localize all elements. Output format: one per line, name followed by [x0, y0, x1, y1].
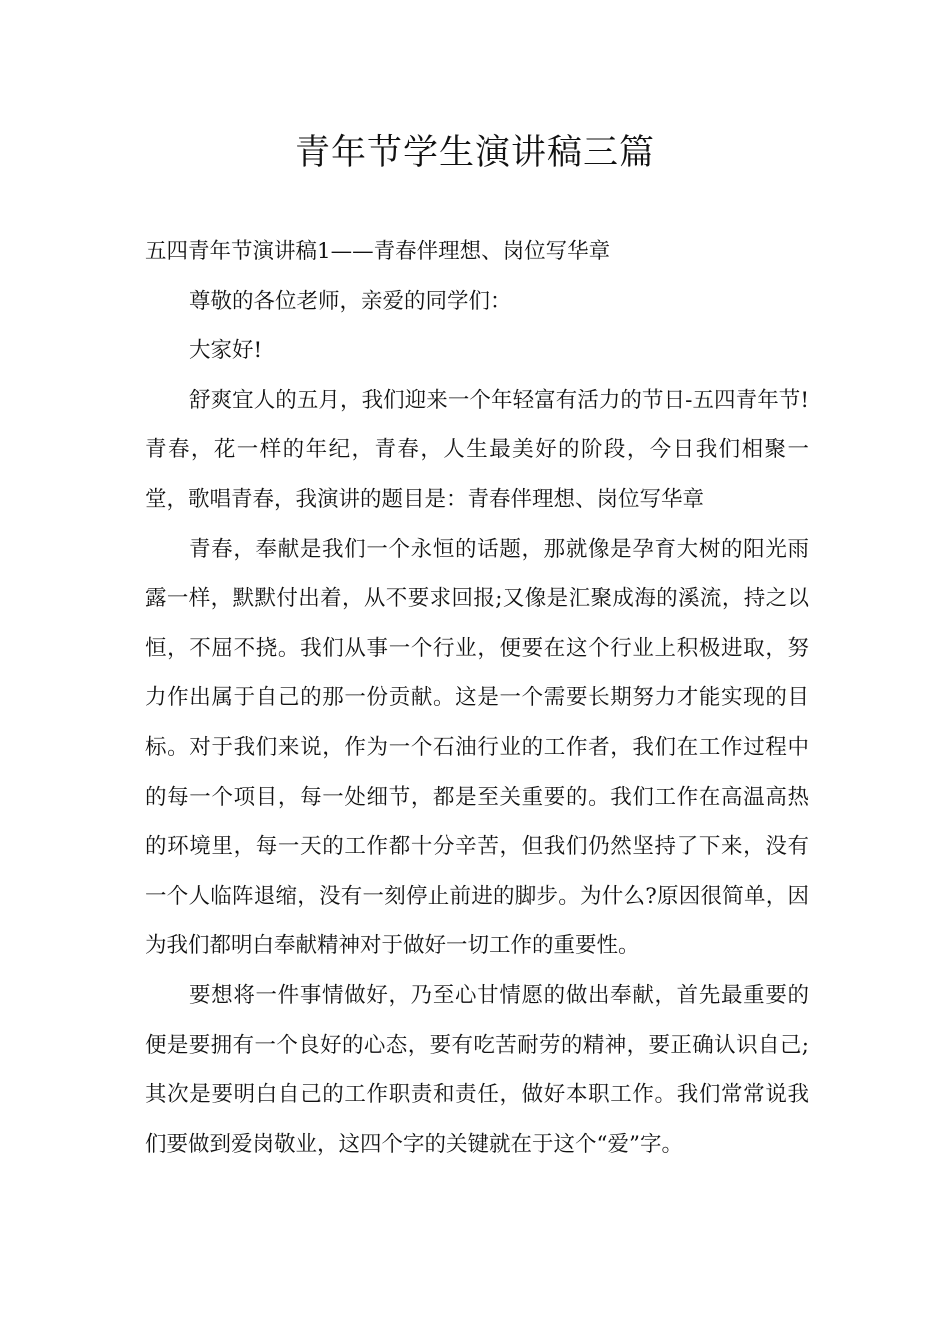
- paragraph-1: 舒爽宜人的五月，我们迎来一个年轻富有活力的节日-五四青年节!青春，花一样的年纪，青春，人生最美好的阶段，今日我们相聚一堂，歌唱青春，我演讲的题目是：青春伴理想、岗位写华章: [145, 387, 809, 512]
- salutation: 尊敬的各位老师，亲爱的同学们：: [189, 288, 512, 314]
- document-title: 青年节学生演讲稿三篇: [294, 133, 655, 173]
- section-heading: 五四青年节演讲稿1——青春伴理想、岗位写华章: [145, 239, 611, 264]
- paragraph-3: 要想将一件事情做好，乃至心甘情愿的做出奉献，首先最重要的便是要拥有一个良好的心态，要有吃苦耐劳的精神，要正确认识自己;其次是要明白自己的工作职责和责任，做好本职工作。我们常常说我们要做到爱岗敬业，这四个字的关键就在于这个“爱”字。: [145, 982, 809, 1157]
- document-body: [145, 227, 809, 1169]
- paragraph-2: 青春，奉献是我们一个永恒的话题，那就像是孕育大树的阳光雨露一样，默默付出着，从不要求回报;又像是汇聚成海的溪流，持之以恒，不屈不挠。我们从事一个行业，便要在这个行业上积极进取，努力作出属于自己的那一份贡献。这是一个需要长期努力才能实现的目标。对于我们来说，作为一个石油行业的工作者，我们在工作过程中的每一个项目，每一处细节，都是至关重要的。我们工作在高温高热的环境里，每一天的工作都十分辛苦，但我们仍然坚持了下来，没有一个人临阵退缩，没有一刻停止前进的脚步。为什么?原因很简单，因为我们都明白奉献精神对于做好一切工作的重要性。: [145, 536, 809, 959]
- greeting: 大家好!: [189, 338, 263, 364]
